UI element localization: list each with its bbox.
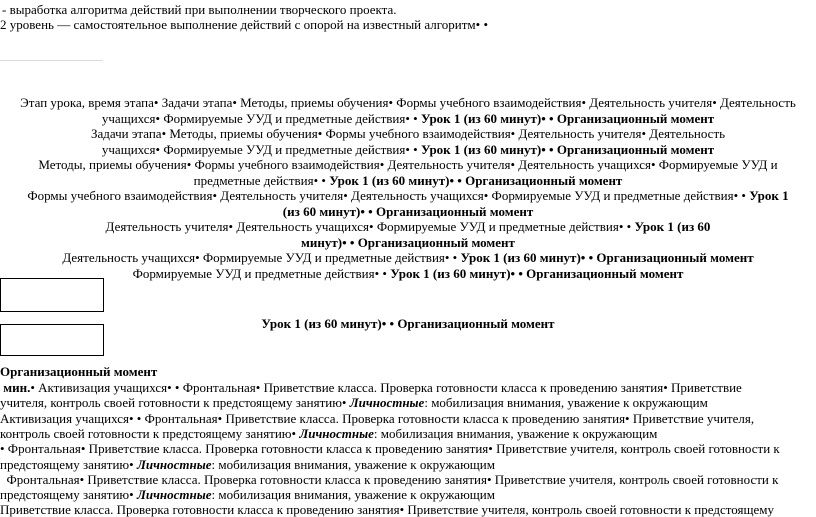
intro-line-2: 2 уровень — самостоятельное выполнение действий с опорой на известный алгоритм• • [0,17,488,32]
section-heading: Организационный момент [0,364,158,379]
intro-line-1: - выработка алгоритма действий при выполнении творческого проекта. [2,2,397,17]
table-header-line: учащихся• Формируемые УУД и предметные действия• • Урок 1 (из 60 минут)• • Организационный момент [101,110,715,126]
table-header-line: Формы учебного взаимодействия• Деятельность учителя• Деятельность учащихся• Формируемые УУД и предметные действия• • Урок 1 [27,188,789,203]
body-line: контроль своей готовности к предстоящему занятию• Личностные: мобилизация внимания, уважение к окружающим [0,425,658,441]
body-line: Фронтальная• Приветствие класса. Проверка готовности класса к проведению занятия• Приветствие учителя, контроль своей готовности к [0,471,779,487]
divider [0,60,103,61]
body-line: Активизация учащихся• • Фронтальная• Приветствие класса. Проверка готовности класса к проведению занятия• Приветствие учителя, [0,410,755,426]
table-header-line: учащихся• Формируемые УУД и предметные действия• • Урок 1 (из 60 минут)• • Организационный момент [101,141,715,157]
table-header-line: Деятельность учащихся• Формируемые УУД и предметные действия• • Урок 1 (из 60 минут)• • Организационный момент [62,250,754,265]
body-line: Приветствие класса. Проверка готовности класса к проведению занятия• Приветствие учителя, контроль своей готовности к предстоящему [0,502,774,517]
lesson-heading: Урок 1 (из 60 минут)• • Организационный момент [261,316,555,331]
table-header-line: Этап урока, время этапа• Задачи этапа• Методы, приемы обучения• Формы учебного взаимодействия• Деятельность учителя• Деятельность [20,95,796,110]
table-header-line: Задачи этапа• Методы, приемы обучения• Формы учебного взаимодействия• Деятельность учителя• Деятельность [90,126,726,141]
table-header-line: Формируемые УУД и предметные действия• • Урок 1 (из 60 минут)• • Организационный момент [132,265,684,281]
body-line: • Фронтальная• Приветствие класса. Проверка готовности класса к проведению занятия• Приветствие учителя, контроль своей готовности к [0,441,780,457]
table-header-line: Деятельность учителя• Деятельность учащихся• Формируемые УУД и предметные действия• • Урок 1 (из 60 [105,219,711,234]
body-line: мин.• Активизация учащихся• • Фронтальная• Приветствие класса. Проверка готовности класса к проведению занятия• Приветствие [3,380,742,395]
empty-cell-1 [0,278,104,312]
table-header-line: предметные действия• • Урок 1 (из 60 минут)• • Организационный момент [193,172,623,188]
body-line: предстоящему занятию• Личностные: мобилизация внимания, уважение к окружающим [0,487,495,503]
table-header-line: (из 60 минут)• • Организационный момент [282,203,534,219]
body-line: предстоящему занятию• Личностные: мобилизация внимания, уважение к окружающим [0,456,495,472]
table-header-line: минут)• • Организационный момент [301,234,515,250]
table-header-line: Методы, приемы обучения• Формы учебного взаимодействия• Деятельность учителя• Деятельность учащихся• Формируемые УУД и [38,157,778,172]
body-line: учителя, контроль своей готовности к предстоящему занятию• Личностные: мобилизация внимания, уважение к окружающим [0,395,708,411]
